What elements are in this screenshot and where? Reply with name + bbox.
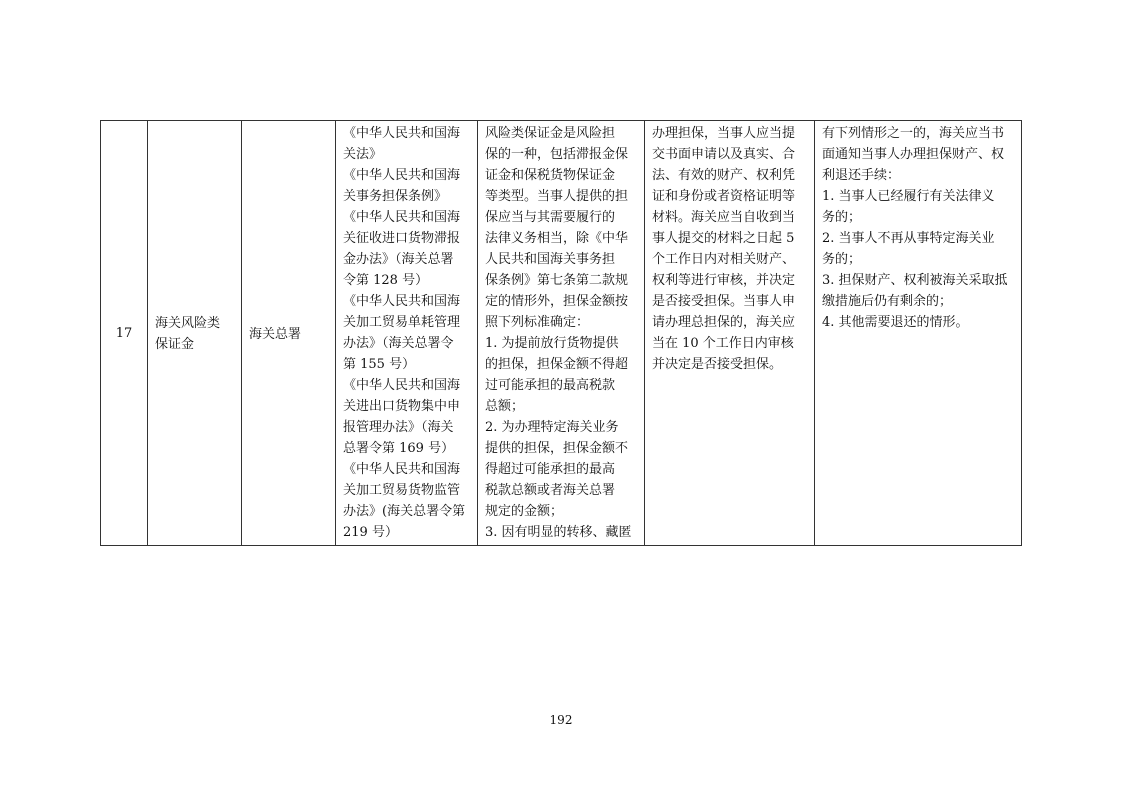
legal-basis-line: 《中华人民共和国海 bbox=[343, 210, 461, 225]
refund-procedure-line: 有下列情形之一的，海关应当书 bbox=[822, 126, 1005, 141]
collection-procedure-line: 当在 10 个工作日内审核 bbox=[652, 336, 794, 351]
legal-basis-cell bbox=[336, 121, 478, 546]
legal-basis-line: 《中华人民共和国海 bbox=[343, 294, 461, 309]
collection-procedure-line: 权利等进行审核，并决定 bbox=[652, 273, 796, 288]
standard-line: 2. 为办理特定海关业务 bbox=[485, 420, 619, 435]
legal-basis-line: 办法》(海关总署令第 bbox=[343, 504, 466, 519]
collection-procedure-line: 请办理总担保的，海关应 bbox=[652, 315, 796, 330]
standard-line: 得超过可能承担的最高 bbox=[485, 462, 616, 477]
collection-procedure-line: 并决定是否接受担保。 bbox=[652, 357, 783, 372]
legal-basis-line: 《中华人民共和国海 bbox=[343, 126, 461, 141]
legal-basis-line: 关法》 bbox=[343, 147, 383, 162]
refund-procedure-cell bbox=[815, 121, 1022, 546]
standard-line: 照下列标准确定： bbox=[485, 315, 590, 330]
standard-line: 税款总额或者海关总署 bbox=[485, 483, 616, 498]
standard-line: 保的一种，包括滞报金保 bbox=[485, 147, 629, 162]
legal-basis-line: 《中华人民共和国海 bbox=[343, 168, 461, 183]
refund-procedure-line: 2. 当事人不再从事特定海关业 bbox=[822, 231, 995, 246]
refund-procedure-line: 面通知当事人办理担保财产、权 bbox=[822, 147, 1005, 162]
legal-basis-line: 《中华人民共和国海 bbox=[343, 378, 461, 393]
collection-procedure-line: 证和身份或者资格证明等 bbox=[652, 189, 796, 204]
refund-procedure-line: 1. 当事人已经履行有关法律义 bbox=[822, 189, 995, 204]
standard-cell bbox=[478, 121, 645, 546]
refund-procedure-line: 4. 其他需要退还的情形。 bbox=[822, 315, 969, 330]
standard-line: 1. 为提前放行货物提供 bbox=[485, 336, 619, 351]
legal-basis-line: 金办法》（海关总署 bbox=[343, 252, 454, 267]
table-row bbox=[101, 121, 1022, 546]
standard-line: 定的情形外，担保金额按 bbox=[485, 294, 629, 309]
fee-table bbox=[100, 120, 1022, 546]
refund-procedure-line: 缴措施后仍有剩余的； bbox=[822, 294, 953, 309]
legal-basis-line: 关征收进口货物滞报 bbox=[343, 231, 461, 246]
standard-line: 过可能承担的最高税款 bbox=[485, 378, 616, 393]
standard-line: 法律义务相当，除《中华 bbox=[485, 231, 629, 246]
item-name-line: 保证金 bbox=[155, 337, 195, 352]
collection-procedure-line: 是否接受担保。当事人申 bbox=[652, 294, 796, 309]
legal-basis-line: 总署令第 169 号） bbox=[343, 441, 455, 456]
collection-procedure-line: 办理担保，当事人应当提 bbox=[652, 126, 796, 141]
page-number: 192 bbox=[549, 713, 573, 727]
refund-procedure-line: 3. 担保财产、权利被海关采取抵 bbox=[822, 273, 1008, 288]
refund-procedure-line: 利退还手续： bbox=[822, 168, 901, 183]
legal-basis-line: 关加工贸易货物监管 bbox=[343, 483, 461, 498]
standard-line: 人民共和国海关事务担 bbox=[485, 252, 616, 267]
refund-procedure-line: 务的； bbox=[822, 210, 862, 225]
collection-procedure-line: 交书面申请以及真实、合 bbox=[652, 147, 796, 162]
standard-line: 规定的金额； bbox=[485, 504, 564, 519]
authority-text: 海关总署 bbox=[249, 326, 302, 342]
legal-basis-line: 令第 128 号） bbox=[343, 273, 429, 288]
standard-line: 总额； bbox=[485, 399, 525, 414]
legal-basis-line: 关加工贸易单耗管理 bbox=[343, 315, 461, 330]
legal-basis-line: 219 号） bbox=[343, 525, 398, 540]
standard-line: 保应当与其需要履行的 bbox=[485, 210, 616, 225]
item-name-cell bbox=[148, 121, 242, 546]
legal-basis-line: 报管理办法》（海关 bbox=[343, 420, 454, 435]
standard-line: 的担保，担保金额不得超 bbox=[485, 357, 629, 372]
collection-procedure-line: 法、有效的财产、权利凭 bbox=[652, 168, 796, 183]
collection-procedure-cell bbox=[645, 121, 815, 546]
item-name-line: 海关风险类 bbox=[155, 316, 221, 331]
standard-line: 证金和保税货物保证金 bbox=[485, 168, 616, 183]
authority-cell bbox=[242, 121, 336, 546]
legal-basis-line: 关进出口货物集中申 bbox=[343, 399, 461, 414]
collection-procedure-line: 个工作日内对相关财产、 bbox=[652, 252, 796, 267]
row-index: 17 bbox=[115, 325, 133, 341]
legal-basis-line: 第 155 号） bbox=[343, 357, 416, 372]
row-index-cell bbox=[101, 121, 148, 546]
collection-procedure-line: 材料。海关应当自收到当 bbox=[652, 210, 796, 225]
collection-procedure-line: 事人提交的材料之日起 5 bbox=[652, 231, 795, 246]
legal-basis-line: 《中华人民共和国海 bbox=[343, 462, 461, 477]
refund-procedure-line: 务的； bbox=[822, 252, 862, 267]
standard-line: 3. 因有明显的转移、藏匿 bbox=[485, 525, 632, 540]
legal-basis-line: 办法》（海关总署令 bbox=[343, 336, 454, 351]
standard-line: 提供的担保，担保金额不 bbox=[485, 441, 629, 456]
standard-line: 风险类保证金是风险担 bbox=[485, 126, 616, 141]
legal-basis-line: 关事务担保条例》 bbox=[343, 189, 448, 204]
standard-line: 等类型。当事人提供的担 bbox=[485, 189, 629, 204]
standard-line: 保条例》第七条第二款规 bbox=[485, 273, 629, 288]
